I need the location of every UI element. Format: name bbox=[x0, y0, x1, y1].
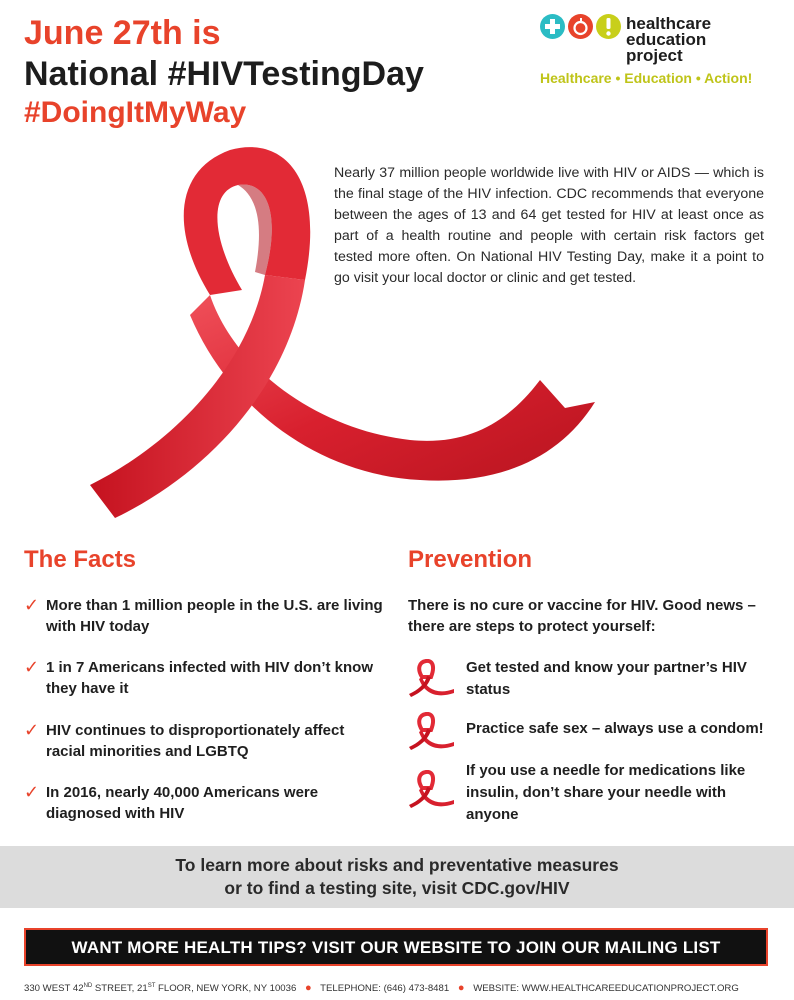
address-part: FLOOR, NEW YORK, NY 10036 bbox=[155, 983, 297, 994]
logo-plus-icon bbox=[540, 14, 565, 39]
check-icon: ✓ bbox=[24, 657, 40, 677]
fact-text: HIV continues to disproportionately affect racial minorities and LGBTQ bbox=[46, 722, 345, 760]
mailing-list-text: WANT MORE HEALTH TIPS? VISIT OUR WEBSITE TO JOIN OUR MAILING LIST bbox=[71, 938, 721, 957]
logo bbox=[540, 14, 780, 94]
logo-word-3: project bbox=[626, 46, 683, 65]
check-icon: ✓ bbox=[24, 782, 40, 802]
check-icon: ✓ bbox=[24, 595, 40, 615]
logo-word-1: healthcare bbox=[626, 14, 712, 33]
fact-text: In 2016, nearly 40,000 Americans were diagnosed with HIV bbox=[46, 784, 319, 822]
headline-hashtag: #DoingItMyWay bbox=[24, 96, 247, 129]
address-part: STREET, 21 bbox=[92, 983, 148, 994]
footer-website[interactable]: WEBSITE: WWW.HEALTHCAREEDUCATIONPROJECT.ORG bbox=[473, 983, 739, 994]
red-ribbon-icon bbox=[408, 770, 456, 810]
fact-item bbox=[24, 720, 384, 764]
logo-tagline: Healthcare • Education • Action! bbox=[540, 70, 753, 86]
cta-line-1: To learn more about risks and preventative measures bbox=[175, 855, 619, 875]
fact-text: More than 1 million people in the U.S. are living with HIV today bbox=[46, 597, 383, 635]
prevention-item bbox=[408, 657, 780, 703]
cta-band bbox=[0, 846, 794, 908]
address-part: 330 WEST 42 bbox=[24, 983, 84, 994]
red-ribbon-icon bbox=[408, 712, 456, 752]
fact-text: 1 in 7 Americans infected with HIV don’t know they have it bbox=[46, 659, 373, 697]
footer-telephone: TELEPHONE: (646) 473-8481 bbox=[320, 983, 450, 994]
prevention-item bbox=[408, 718, 780, 748]
logo-wordmark bbox=[626, 16, 711, 64]
headline-date: June 27th is bbox=[24, 14, 221, 52]
prevention-item bbox=[408, 760, 780, 826]
intro-paragraph: Nearly 37 million people worldwide live with HIV or AIDS — which is the final stage of the HIV infection. CDC recommends that everyone between the ages of 13 and 64 get tested for HIV at least once as part of a health routine and people with certain risk factors get tested more often. On National HIV Testing Day, make it a point to go visit your local doctor or clinic and get tested. bbox=[334, 165, 764, 286]
logo-exclamation-icon bbox=[596, 14, 621, 39]
mailing-list-banner[interactable] bbox=[24, 928, 768, 966]
address-sup: ND bbox=[83, 982, 93, 989]
prevention-title: Prevention bbox=[408, 546, 533, 573]
facts-title: The Facts bbox=[24, 546, 137, 573]
headline-event: National #HIVTestingDay bbox=[24, 55, 424, 93]
fact-item bbox=[24, 657, 384, 701]
separator-dot-icon: ● bbox=[304, 982, 312, 994]
logo-apple-icon bbox=[568, 14, 593, 39]
prevention-text: If you use a needle for medications like insulin, don’t share your needle with anyone bbox=[466, 762, 746, 823]
red-ribbon-icon bbox=[408, 659, 456, 699]
footer-address bbox=[24, 983, 296, 994]
cta-text bbox=[0, 854, 794, 900]
prevention-text: Practice safe sex – always use a condom! bbox=[466, 720, 764, 737]
check-icon: ✓ bbox=[24, 720, 40, 740]
cta-line-2: or to find a testing site, visit CDC.gov/HIV bbox=[224, 878, 570, 898]
prevention-intro: There is no cure or vaccine for HIV. Good news – there are steps to protect yourself: bbox=[408, 597, 756, 635]
separator-dot-icon: ● bbox=[457, 982, 465, 994]
fact-item bbox=[24, 595, 384, 639]
prevention-text: Get tested and know your partner’s HIV status bbox=[466, 659, 747, 698]
footer bbox=[24, 982, 784, 994]
fact-item bbox=[24, 782, 384, 826]
logo-word-2: education bbox=[626, 30, 707, 49]
address-sup: ST bbox=[147, 982, 156, 989]
